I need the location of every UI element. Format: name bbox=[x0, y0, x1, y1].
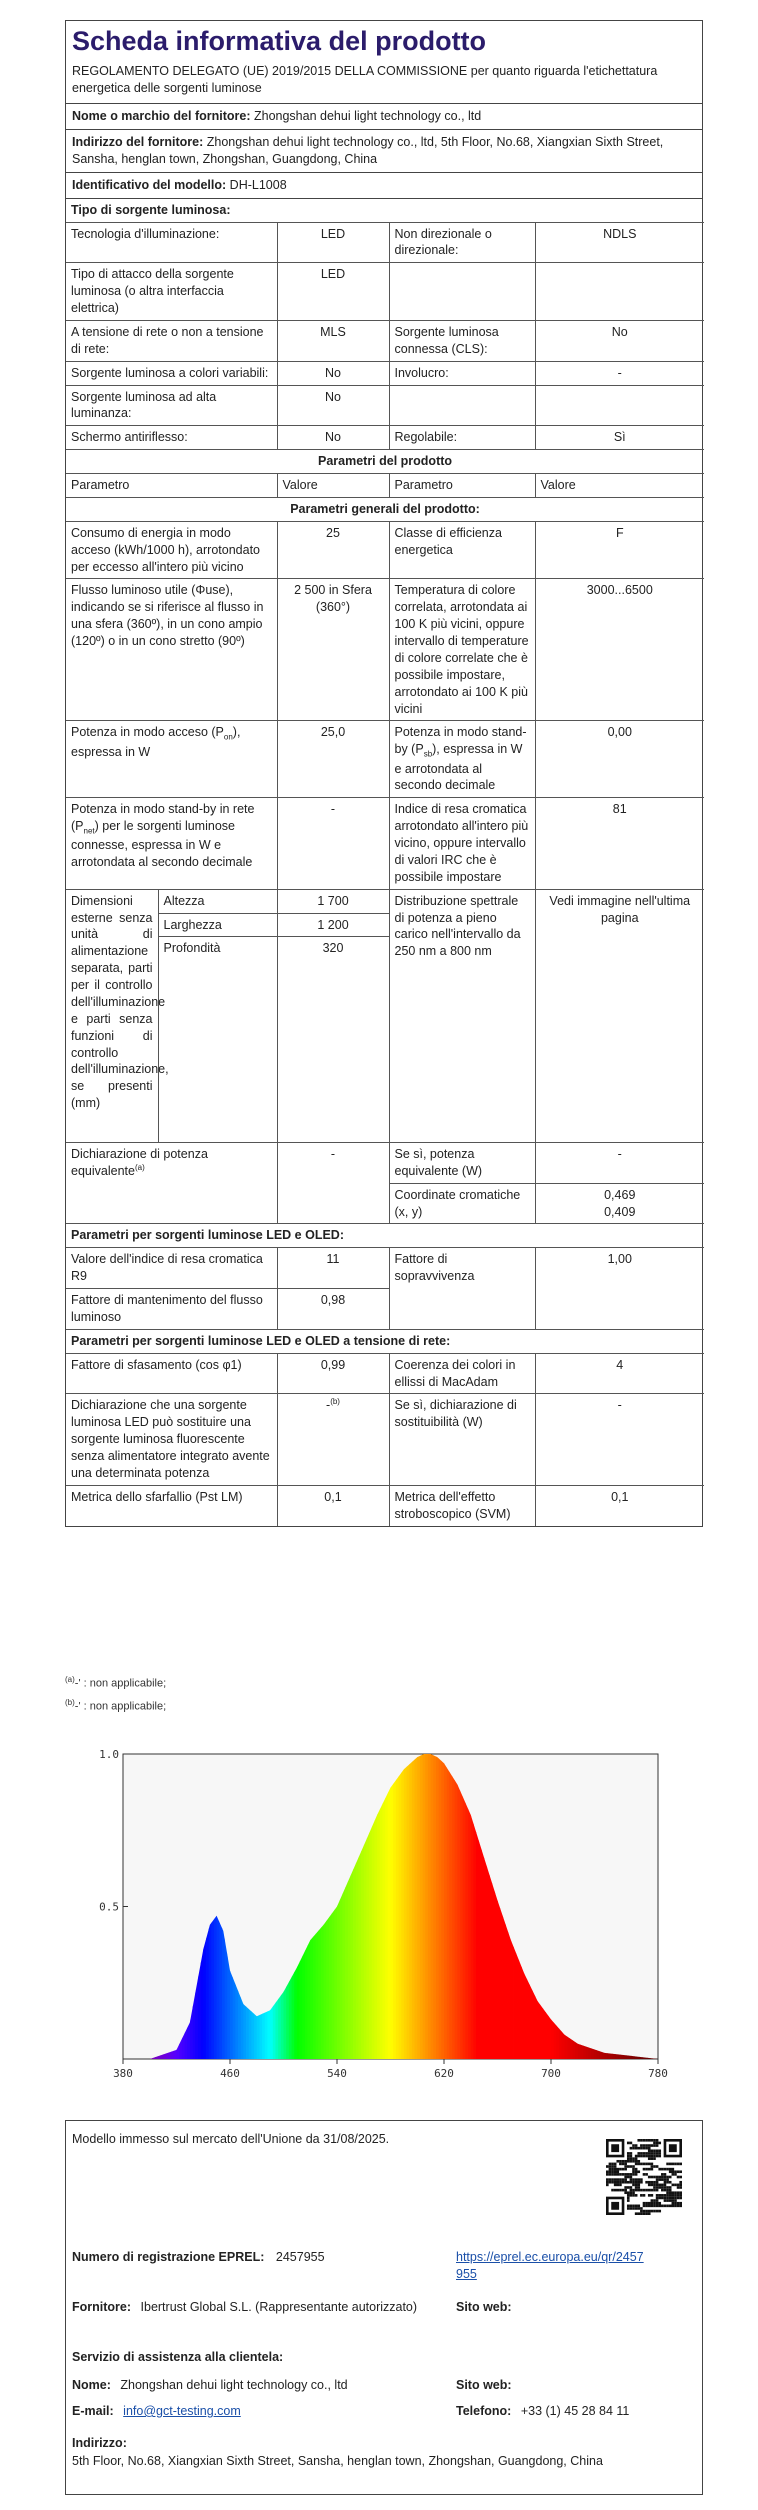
cell-label: Distribuzione spettrale di potenza a pieno carico nell'intervallo da 250 nm a 800 nm bbox=[389, 889, 535, 1142]
cell-label: Metrica dell'effetto stroboscopico (SVM) bbox=[389, 1485, 535, 1525]
table-row bbox=[66, 1353, 704, 1394]
cell-label: A tensione di rete o non a tensione di rete: bbox=[66, 320, 277, 361]
y-tick-label: 1.0 bbox=[99, 1748, 119, 1761]
dimension-name: Larghezza bbox=[158, 913, 277, 937]
table-row bbox=[66, 1248, 704, 1289]
x-tick-label: 380 bbox=[113, 2067, 133, 2080]
footnote-mark: (a) bbox=[134, 1162, 145, 1172]
x-tick-label: 780 bbox=[648, 2067, 668, 2080]
cell-label bbox=[389, 721, 535, 798]
cell-value: NDLS bbox=[535, 222, 704, 263]
spectral-chart bbox=[85, 1732, 680, 2097]
cell-label: Tipo di attacco della sorgente luminosa (o altra interfaccia elettrica) bbox=[66, 263, 277, 321]
cell-value: - bbox=[535, 1142, 704, 1183]
cell-label: Se sì, potenza equivalente (W) bbox=[389, 1142, 535, 1183]
text-part: Potenza in modo stand-by in rete (P bbox=[71, 802, 255, 834]
cell-label: Valore dell'indice di resa cromatica R9 bbox=[66, 1248, 277, 1289]
y-tick-label: 0.5 bbox=[99, 1900, 119, 1914]
table-row bbox=[66, 798, 704, 889]
cell-value bbox=[535, 385, 704, 426]
cell-label bbox=[389, 385, 535, 426]
model-id-label: Identificativo del modello: bbox=[72, 177, 227, 192]
params-heading-row bbox=[66, 450, 704, 474]
dimension-name: Altezza bbox=[158, 890, 277, 913]
text-part: ), espressa in W bbox=[71, 725, 241, 759]
cell-value: - bbox=[535, 361, 704, 385]
cell-label: Coerenza dei colori in ellissi di MacAdam bbox=[389, 1353, 535, 1394]
cell-value: - bbox=[277, 798, 389, 889]
source-type-heading-row bbox=[66, 199, 704, 222]
text-part: Potenza in modo stand-by (P bbox=[394, 725, 527, 757]
table-row bbox=[66, 320, 704, 361]
footnote-a bbox=[65, 1672, 166, 1695]
subscript: net bbox=[83, 826, 95, 836]
spectrum-band bbox=[401, 1754, 404, 2059]
footnote-mark: (b) bbox=[65, 1697, 75, 1707]
cell-value: 0,99 bbox=[277, 1353, 389, 1394]
cell-label: Metrica dello sfarfallio (Pst LM) bbox=[66, 1485, 277, 1525]
phone-row bbox=[456, 2403, 629, 2420]
spectrum-band bbox=[436, 1754, 439, 2059]
x-tick-label: 460 bbox=[220, 2067, 240, 2080]
spectrum-band bbox=[393, 1754, 396, 2059]
cell-value: LED bbox=[277, 222, 389, 263]
spectrum-band bbox=[412, 1754, 415, 2059]
x-tick-label: 620 bbox=[434, 2067, 454, 2080]
cell-label: Sorgente luminosa connessa (CLS): bbox=[389, 320, 535, 361]
cell-value: MLS bbox=[277, 320, 389, 361]
supplier-name-label: Nome o marchio del fornitore: bbox=[72, 109, 251, 124]
source-type-heading: Tipo di sorgente luminosa: bbox=[66, 199, 704, 222]
qr-code-icon[interactable] bbox=[606, 2139, 682, 2215]
email-label: E-mail: bbox=[72, 2404, 114, 2418]
cell-value: 3000...6500 bbox=[535, 579, 704, 721]
footnotes bbox=[65, 1672, 166, 1717]
cell-value: 25,0 bbox=[277, 721, 389, 798]
eprel-row bbox=[72, 2249, 325, 2266]
general-params-heading: Parametri generali del prodotto: bbox=[66, 497, 704, 521]
table-row bbox=[66, 579, 704, 721]
spectrum-band bbox=[455, 1754, 458, 2059]
cell-value: No bbox=[277, 361, 389, 385]
text-part: ), espressa in W e arrotondata al secondo decimale bbox=[394, 742, 523, 793]
spectrum-band bbox=[391, 1754, 394, 2059]
cell-label: Dichiarazione che una sorgente luminosa LED può sostituire una sorgente luminosa fluorescente senza alimentatore integrato avente una determinata potenza bbox=[66, 1394, 277, 1485]
table-row bbox=[66, 521, 704, 579]
spectrum-band bbox=[417, 1754, 420, 2059]
cell-label: Involucro: bbox=[389, 361, 535, 385]
footer-box bbox=[65, 2120, 703, 2495]
spectrum-band bbox=[404, 1754, 407, 2059]
text-part: - bbox=[326, 1398, 331, 1413]
spectrum-band bbox=[415, 1754, 418, 2059]
table-row bbox=[66, 1142, 704, 1183]
table-row bbox=[66, 263, 704, 321]
led-params-heading: Parametri per sorgenti luminose LED e OLED: bbox=[66, 1224, 704, 1248]
cell-value: LED bbox=[277, 263, 389, 321]
page-title: Scheda informativa del prodotto bbox=[72, 26, 487, 56]
supplier-address-row bbox=[66, 130, 702, 173]
eprel-number: 2457955 bbox=[275, 2250, 325, 2264]
chroma-y: 0,409 bbox=[604, 1204, 636, 1219]
cell-label: Coordinate cromatiche (x, y) bbox=[389, 1183, 535, 1224]
cell-label: Fattore di mantenimento del flusso luminoso bbox=[66, 1289, 277, 1330]
dimension-value: 320 bbox=[322, 941, 344, 956]
customer-service-label: Servizio di assistenza alla clientela: bbox=[72, 2350, 284, 2364]
product-sheet bbox=[65, 20, 703, 1527]
table-row bbox=[66, 385, 704, 426]
service-name-value: Zhongshan dehui light technology co., ltd bbox=[120, 2378, 348, 2392]
cell-value: 4 bbox=[535, 1353, 704, 1394]
cell-label: Tecnologia d'illuminazione: bbox=[66, 222, 277, 263]
email-link[interactable]: info@gct-testing.com bbox=[123, 2404, 241, 2418]
dimension-value: 1 200 bbox=[278, 914, 389, 938]
spectrum-band bbox=[407, 1754, 410, 2059]
dimensions-subtable bbox=[66, 890, 277, 1142]
dimensions-row bbox=[66, 889, 704, 1142]
spectrum-band bbox=[385, 1754, 388, 2059]
table-row bbox=[66, 1485, 704, 1525]
phone-label: Telefono: bbox=[456, 2404, 512, 2418]
service-website-label: Sito web: bbox=[456, 2378, 512, 2392]
cell-value: 1,00 bbox=[535, 1248, 704, 1330]
cell-value: 11 bbox=[277, 1248, 389, 1289]
cell-label bbox=[66, 798, 277, 889]
cell-label: Consumo di energia in modo acceso (kWh/1000 h), arrotondato per eccesso all'intero più vicino bbox=[66, 521, 277, 579]
text-part: Dichiarazione di potenza equivalente bbox=[71, 1146, 208, 1178]
supplier-address-label: Indirizzo del fornitore: bbox=[72, 135, 204, 150]
cell-label: Indice di resa cromatica arrotondato all'intero più vicino, oppure intervallo di valori IRC che è possibile impostare bbox=[389, 798, 535, 889]
footnote-b bbox=[65, 1695, 166, 1718]
spectral-chart-svg bbox=[85, 1732, 680, 2097]
subscript: sb bbox=[423, 749, 433, 759]
cell-value: No bbox=[535, 320, 704, 361]
cell-value: 0,98 bbox=[277, 1289, 389, 1330]
spectrum-band bbox=[444, 1754, 447, 2059]
cell-value: 0,00 bbox=[535, 721, 704, 798]
cell-value bbox=[535, 1183, 704, 1224]
cell-value: 25 bbox=[277, 521, 389, 579]
address-value: 5th Floor, No.68, Xiangxian Sixth Street, Sansha, henglan town, Zhongshan, Guangdong, China bbox=[72, 2454, 603, 2468]
spectrum-band bbox=[428, 1754, 431, 2059]
cell-label: Non direzionale o direzionale: bbox=[389, 222, 535, 263]
supplier-name-row bbox=[66, 104, 702, 130]
spectrum-band bbox=[449, 1754, 452, 2059]
spectrum-band bbox=[460, 1754, 463, 2059]
mains-heading-row bbox=[66, 1329, 704, 1353]
spectrum-band bbox=[425, 1754, 428, 2059]
cell-label: Regolabile: bbox=[389, 426, 535, 450]
spectrum-band bbox=[439, 1754, 442, 2059]
cell-value: 2 500 in Sfera (360°) bbox=[277, 579, 389, 721]
website-label: Sito web: bbox=[456, 2300, 512, 2314]
spectrum-band bbox=[452, 1754, 455, 2059]
phone-value: +33 (1) 45 28 84 11 bbox=[520, 2404, 630, 2418]
table-row bbox=[66, 222, 704, 263]
dimension-name: Profondità bbox=[163, 941, 221, 956]
title-box bbox=[66, 21, 702, 104]
footnote-text: -' : non applicabile; bbox=[74, 1677, 167, 1690]
led-heading-row bbox=[66, 1224, 704, 1248]
supplier-name-value: Zhongshan dehui light technology co., ltd bbox=[253, 109, 482, 124]
dimensions-values-cell bbox=[277, 889, 389, 1142]
spectrum-band bbox=[423, 1754, 426, 2059]
service-name-label: Nome: bbox=[72, 2378, 111, 2392]
cell-value bbox=[277, 1394, 389, 1485]
footnote-text: -' : non applicabile; bbox=[74, 1700, 167, 1713]
text-part: Potenza in modo acceso (P bbox=[71, 725, 224, 740]
chroma-x: 0,469 bbox=[604, 1187, 636, 1202]
cell-value bbox=[535, 263, 704, 321]
cell-label: Flusso luminoso utile (Φuse), indicando se si riferisce al flusso in una sfera (360º), in un cono ampio (120º) o in un cono stretto (90º) bbox=[66, 579, 277, 721]
cell-label bbox=[66, 1142, 277, 1224]
address-label: Indirizzo: bbox=[72, 2436, 127, 2450]
dimension-value: 1 700 bbox=[278, 890, 389, 914]
cell-label: Fattore di sopravvivenza bbox=[389, 1248, 535, 1330]
cell-label bbox=[389, 263, 535, 321]
col-header-param: Parametro bbox=[66, 474, 277, 498]
email-row bbox=[72, 2403, 241, 2420]
table-row bbox=[66, 721, 704, 798]
mains-params-heading: Parametri per sorgenti luminose LED e OLED a tensione di rete: bbox=[66, 1329, 704, 1353]
spectrum-band bbox=[447, 1754, 450, 2059]
cell-value: Vedi immagine nell'ultima pagina bbox=[535, 889, 704, 1142]
cell-label: Classe di efficienza energetica bbox=[389, 521, 535, 579]
col-header-value: Valore bbox=[277, 474, 389, 498]
spectrum-band bbox=[396, 1754, 399, 2059]
cell-label: Se sì, dichiarazione di sostituibilità (W) bbox=[389, 1394, 535, 1485]
cell-label: Temperatura di colore correlata, arrotondata ai 100 K più vicini, oppure intervallo di temperature di colore correlate che è possibile impostare, arrotondato ai 100 K più vicini bbox=[389, 579, 535, 721]
cell-label: Fattore di sfasamento (cos φ1) bbox=[66, 1353, 277, 1394]
spectrum-band bbox=[457, 1754, 460, 2059]
col-header-value: Valore bbox=[535, 474, 704, 498]
cell-label: Schermo antiriflesso: bbox=[66, 426, 277, 450]
cell-value: No bbox=[277, 385, 389, 426]
table-row bbox=[66, 1394, 704, 1485]
spectrum-band bbox=[441, 1754, 444, 2059]
cell-value: 81 bbox=[535, 798, 704, 889]
table-row bbox=[66, 361, 704, 385]
cell-label bbox=[66, 721, 277, 798]
params-heading: Parametri del prodotto bbox=[66, 450, 704, 474]
x-tick-label: 540 bbox=[327, 2067, 347, 2080]
footnote-mark: (a) bbox=[65, 1675, 75, 1684]
col-header-param: Parametro bbox=[389, 474, 535, 498]
dimensions-cell bbox=[66, 889, 277, 1142]
market-text: Modello immesso sul mercato dell'Unione da 31/08/2025. bbox=[72, 2132, 390, 2146]
cell-label: Sorgente luminosa a colori variabili: bbox=[66, 361, 277, 385]
cell-label: Sorgente luminosa ad alta luminanza: bbox=[66, 385, 277, 426]
spectrum-band bbox=[388, 1754, 391, 2059]
cell-value: - bbox=[535, 1394, 704, 1485]
supplier-rep-value: Ibertrust Global S.L. (Rappresentante autorizzato) bbox=[140, 2300, 418, 2314]
model-id-row bbox=[66, 173, 702, 199]
cell-value: No bbox=[277, 426, 389, 450]
supplier-address-value: Zhongshan dehui light technology co., ltd, 5th Floor, No.68, Xiangxian Sixth Street, Sansha, henglan town, Zhongshan, Guangdong, China bbox=[72, 135, 664, 166]
spectrum-band bbox=[409, 1754, 412, 2059]
footnote-mark: (b) bbox=[330, 1397, 340, 1407]
cell-value: F bbox=[535, 521, 704, 579]
eprel-label: Numero di registrazione EPREL: bbox=[72, 2250, 265, 2264]
spectrum-band bbox=[399, 1754, 402, 2059]
text-part: ) per le sorgenti luminose connesse, espressa in W e arrotondata al secondo decimale bbox=[71, 819, 253, 870]
regulation-subtitle: REGOLAMENTO DELEGATO (UE) 2019/2015 DELLA COMMISSIONE per quanto riguarda l'etichettatura energetica delle sorgenti luminose bbox=[72, 64, 658, 96]
spectrum-band bbox=[433, 1754, 436, 2059]
supplier-rep-label: Fornitore: bbox=[72, 2300, 132, 2314]
x-tick-label: 700 bbox=[541, 2067, 561, 2080]
service-name-row bbox=[72, 2377, 348, 2394]
cell-value: 0,1 bbox=[535, 1485, 704, 1525]
parameters-table bbox=[66, 199, 704, 1526]
table-row bbox=[66, 426, 704, 450]
cell-value: - bbox=[277, 1142, 389, 1224]
cell-value: 0,1 bbox=[277, 1485, 389, 1525]
supplier-rep-row bbox=[72, 2299, 442, 2316]
spectrum-band bbox=[420, 1754, 423, 2059]
spectrum-band bbox=[431, 1754, 434, 2059]
dimensions-label: Dimensioni esterne senza unità di alimentazione separata, parti per il controllo dell'illuminazione e parti senza funzioni di controllo dell'illuminazione, se presenti (mm) bbox=[66, 890, 158, 1142]
subscript: on bbox=[223, 732, 233, 742]
eprel-link[interactable]: https://eprel.ec.europa.eu/qr/2457955 bbox=[456, 2250, 644, 2281]
general-heading-row bbox=[66, 497, 704, 521]
column-header-row bbox=[66, 474, 704, 498]
cell-value: Sì bbox=[535, 426, 704, 450]
model-id-value: DH-L1008 bbox=[229, 177, 287, 192]
